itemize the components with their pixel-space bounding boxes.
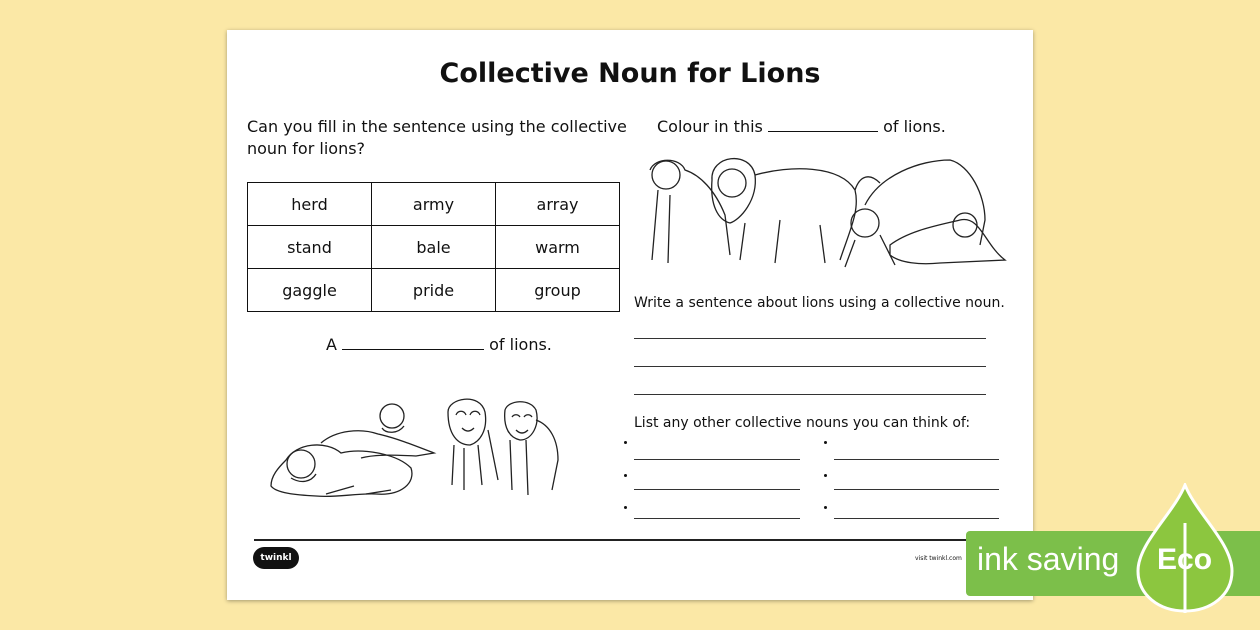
sentence-fill bbox=[326, 335, 552, 354]
bullet-icon bbox=[824, 506, 827, 509]
list-line[interactable] bbox=[834, 518, 999, 519]
eco-badge-label: Eco bbox=[1157, 543, 1213, 576]
word-cell: array bbox=[496, 183, 620, 226]
worksheet-title: Collective Noun for Lions bbox=[439, 58, 821, 89]
twinkl-logo: twinkl bbox=[253, 547, 299, 569]
list-line[interactable] bbox=[634, 489, 800, 490]
bullet-icon bbox=[624, 506, 627, 509]
word-grid bbox=[247, 182, 620, 312]
list-line[interactable] bbox=[634, 459, 800, 460]
lion-pride-illustration bbox=[640, 145, 1015, 270]
footer-divider bbox=[254, 539, 1000, 541]
lions-resting-illustration bbox=[266, 398, 441, 508]
colour-end: of lions. bbox=[883, 117, 946, 136]
word-cell: group bbox=[496, 269, 620, 312]
write-prompt: Write a sentence about lions using a collective noun. bbox=[634, 295, 1005, 311]
list-line[interactable] bbox=[634, 518, 800, 519]
bullet-icon bbox=[624, 441, 627, 444]
bullet-icon bbox=[624, 474, 627, 477]
word-cell: pride bbox=[372, 269, 496, 312]
sentence-blank[interactable] bbox=[342, 335, 484, 350]
eco-banner-text: ink saving bbox=[977, 541, 1120, 577]
bullet-icon bbox=[824, 474, 827, 477]
colour-blank[interactable] bbox=[768, 117, 878, 132]
colour-start: Colour in this bbox=[657, 117, 763, 136]
lions-standing-illustration bbox=[440, 390, 570, 505]
list-prompt: List any other collective nouns you can think of: bbox=[634, 415, 971, 431]
bullet-icon bbox=[824, 441, 827, 444]
sentence-end: of lions. bbox=[489, 335, 552, 354]
list-line[interactable] bbox=[834, 459, 999, 460]
visit-link[interactable]: visit twinkl.com bbox=[915, 555, 962, 562]
worksheet-page bbox=[227, 30, 1033, 600]
word-cell: herd bbox=[248, 183, 372, 226]
question-line-1: Can you fill in the sentence using the collective bbox=[247, 117, 627, 136]
write-line-3[interactable] bbox=[634, 394, 986, 395]
list-line[interactable] bbox=[834, 489, 999, 490]
word-cell: bale bbox=[372, 226, 496, 269]
word-cell: army bbox=[372, 183, 496, 226]
colour-instruction bbox=[657, 117, 946, 136]
word-cell: gaggle bbox=[248, 269, 372, 312]
write-line-2[interactable] bbox=[634, 366, 986, 367]
write-line-1[interactable] bbox=[634, 338, 986, 339]
question-line-2: noun for lions? bbox=[247, 139, 366, 158]
word-cell: warm bbox=[496, 226, 620, 269]
word-cell: stand bbox=[248, 226, 372, 269]
sentence-start: A bbox=[326, 335, 337, 354]
